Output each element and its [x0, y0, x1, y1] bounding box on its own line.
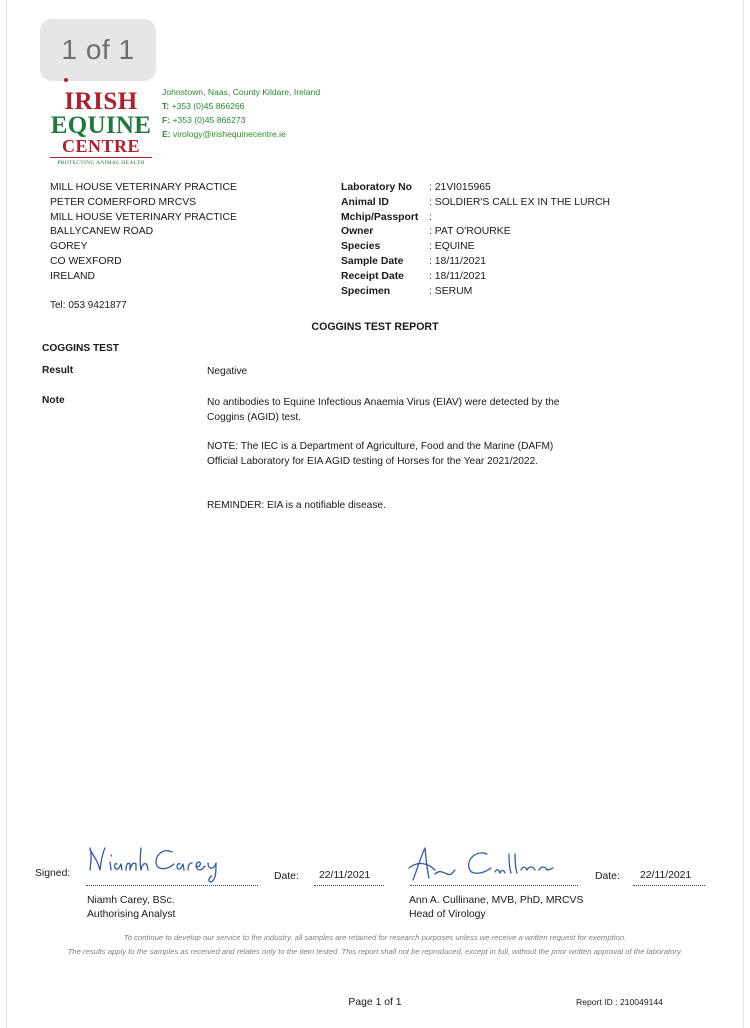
fax-label: F:: [162, 115, 171, 125]
result-label: Result: [42, 365, 74, 376]
email-line: [162, 127, 320, 141]
lab-address: Johnstown, Naas, County Kildare, Ireland: [162, 87, 321, 97]
phone-label: T:: [162, 101, 170, 111]
section-heading: COGGINS TEST: [42, 343, 119, 354]
info-key: Laboratory No: [341, 182, 413, 193]
info-row: [341, 240, 610, 255]
info-key: Receipt Date: [341, 270, 404, 282]
date-label-right: Date:: [595, 871, 620, 882]
fax-line: [162, 113, 320, 127]
contact-block: [162, 85, 320, 141]
note-text-1: No antibodies to Equine Infectious Anaemia Virus (EIAV) were detected by the Coggins (AGID) test.: [207, 397, 560, 423]
info-key: Species: [341, 241, 381, 253]
info-key: Animal ID: [341, 196, 389, 208]
info-row: [341, 285, 610, 300]
report-title: COGGINS TEST REPORT: [311, 321, 439, 333]
info-row: [341, 196, 610, 211]
info-value: : 18/11/2021: [429, 270, 487, 282]
logo-rule: [50, 157, 152, 158]
note-text-2: NOTE: The IEC is a Department of Agriculture, Food and the Marine (DAFM) Official Laboratory for EIA AGID testing of Horses for the Year 2021/2022.: [207, 441, 554, 467]
address-line: PETER COMERFORD MRCVS: [50, 196, 197, 208]
signature-niamh-carey: [84, 840, 234, 886]
date-label-left: Date:: [274, 871, 299, 882]
info-value: : EQUINE: [429, 241, 475, 253]
signature-line-right: [410, 885, 578, 886]
page-indicator: 1 of 1: [40, 19, 156, 81]
note-label: Note: [42, 395, 65, 406]
logo-line-centre: CENTRE: [61, 136, 140, 156]
address-line: IRELAND: [50, 270, 96, 282]
sample-info-table: [341, 181, 610, 299]
info-value: : PAT O'ROURKE: [429, 226, 511, 238]
info-value: : SERUM: [429, 285, 473, 297]
info-key: Sample Date: [341, 255, 404, 267]
address-line: MILL HOUSE VETERINARY PRACTICE: [50, 211, 237, 223]
address-line: CO WEXFORD: [50, 255, 122, 267]
signature-line-left: [86, 885, 258, 886]
recipient-tel: Tel: 053 9421877: [50, 300, 127, 311]
logo-dot: [64, 78, 68, 82]
signer-role-right: Head of Virology: [409, 909, 486, 920]
info-value: : 21VI015965: [429, 182, 491, 193]
email-label: E:: [162, 129, 171, 139]
info-row: [341, 270, 610, 285]
email-link[interactable]: virology@irishequinecentre.ie: [172, 129, 286, 139]
date-line-left: [314, 885, 384, 886]
info-row: [341, 181, 610, 196]
info-row: [341, 225, 610, 240]
logo-tagline: PROTECTING ANIMAL HEALTH: [57, 160, 145, 166]
address-line: BALLYCANEW ROAD: [50, 226, 154, 238]
info-row: [341, 255, 610, 270]
date-value-left: 22/11/2021: [319, 870, 371, 881]
signed-label: Signed:: [35, 868, 71, 879]
phone-line: [162, 99, 320, 113]
address-line: MILL HOUSE VETERINARY PRACTICE: [50, 182, 237, 193]
irish-equine-centre-logo: [48, 78, 154, 170]
info-key: Specimen: [341, 285, 391, 297]
logo-line-irish: IRISH: [64, 88, 138, 115]
info-value: : SOLDIER'S CALL EX IN THE LURCH: [429, 196, 610, 208]
report-id: Report ID : 210049144: [576, 997, 663, 1007]
fax-number: +353 (0)45 866273: [172, 115, 246, 125]
note-text-3: REMINDER: EIA is a notifiable disease.: [207, 500, 386, 511]
signer-name-right: Ann A. Cullinane, MVB, PhD, MRCVS: [409, 895, 584, 906]
logo-line-equine: EQUINE: [50, 112, 152, 139]
signature-ann-cullinane: [405, 840, 565, 886]
info-row: [341, 211, 610, 226]
info-key: Owner: [341, 226, 374, 238]
disclaimer: [60, 931, 690, 958]
info-key: Mchip/Passport: [341, 211, 419, 223]
recipient-address: [50, 181, 237, 285]
date-value-right: 22/11/2021: [640, 870, 692, 881]
disclaimer-line-2: The results apply to the samples as received and relates only to the item tested. This report shall not be reproduced, except in full, without the prior written approval of the laboratory.: [67, 946, 683, 956]
address-line: GOREY: [50, 241, 88, 253]
phone-number: +353 (0)45 866266: [171, 101, 245, 111]
signer-name-left: Niamh Carey, BSc.: [87, 895, 175, 906]
page-number: Page 1 of 1: [348, 997, 402, 1008]
info-value: : 18/11/2021: [429, 255, 487, 267]
date-line-right: [633, 885, 705, 886]
info-value: :: [429, 211, 432, 223]
signer-role-left: Authorising Analyst: [87, 909, 176, 920]
disclaimer-line-1: To continue to develop our service to the industry, all samples are retained for research purposes unless we receive a written request for exemption.: [123, 933, 627, 942]
result-value: Negative: [207, 366, 248, 377]
